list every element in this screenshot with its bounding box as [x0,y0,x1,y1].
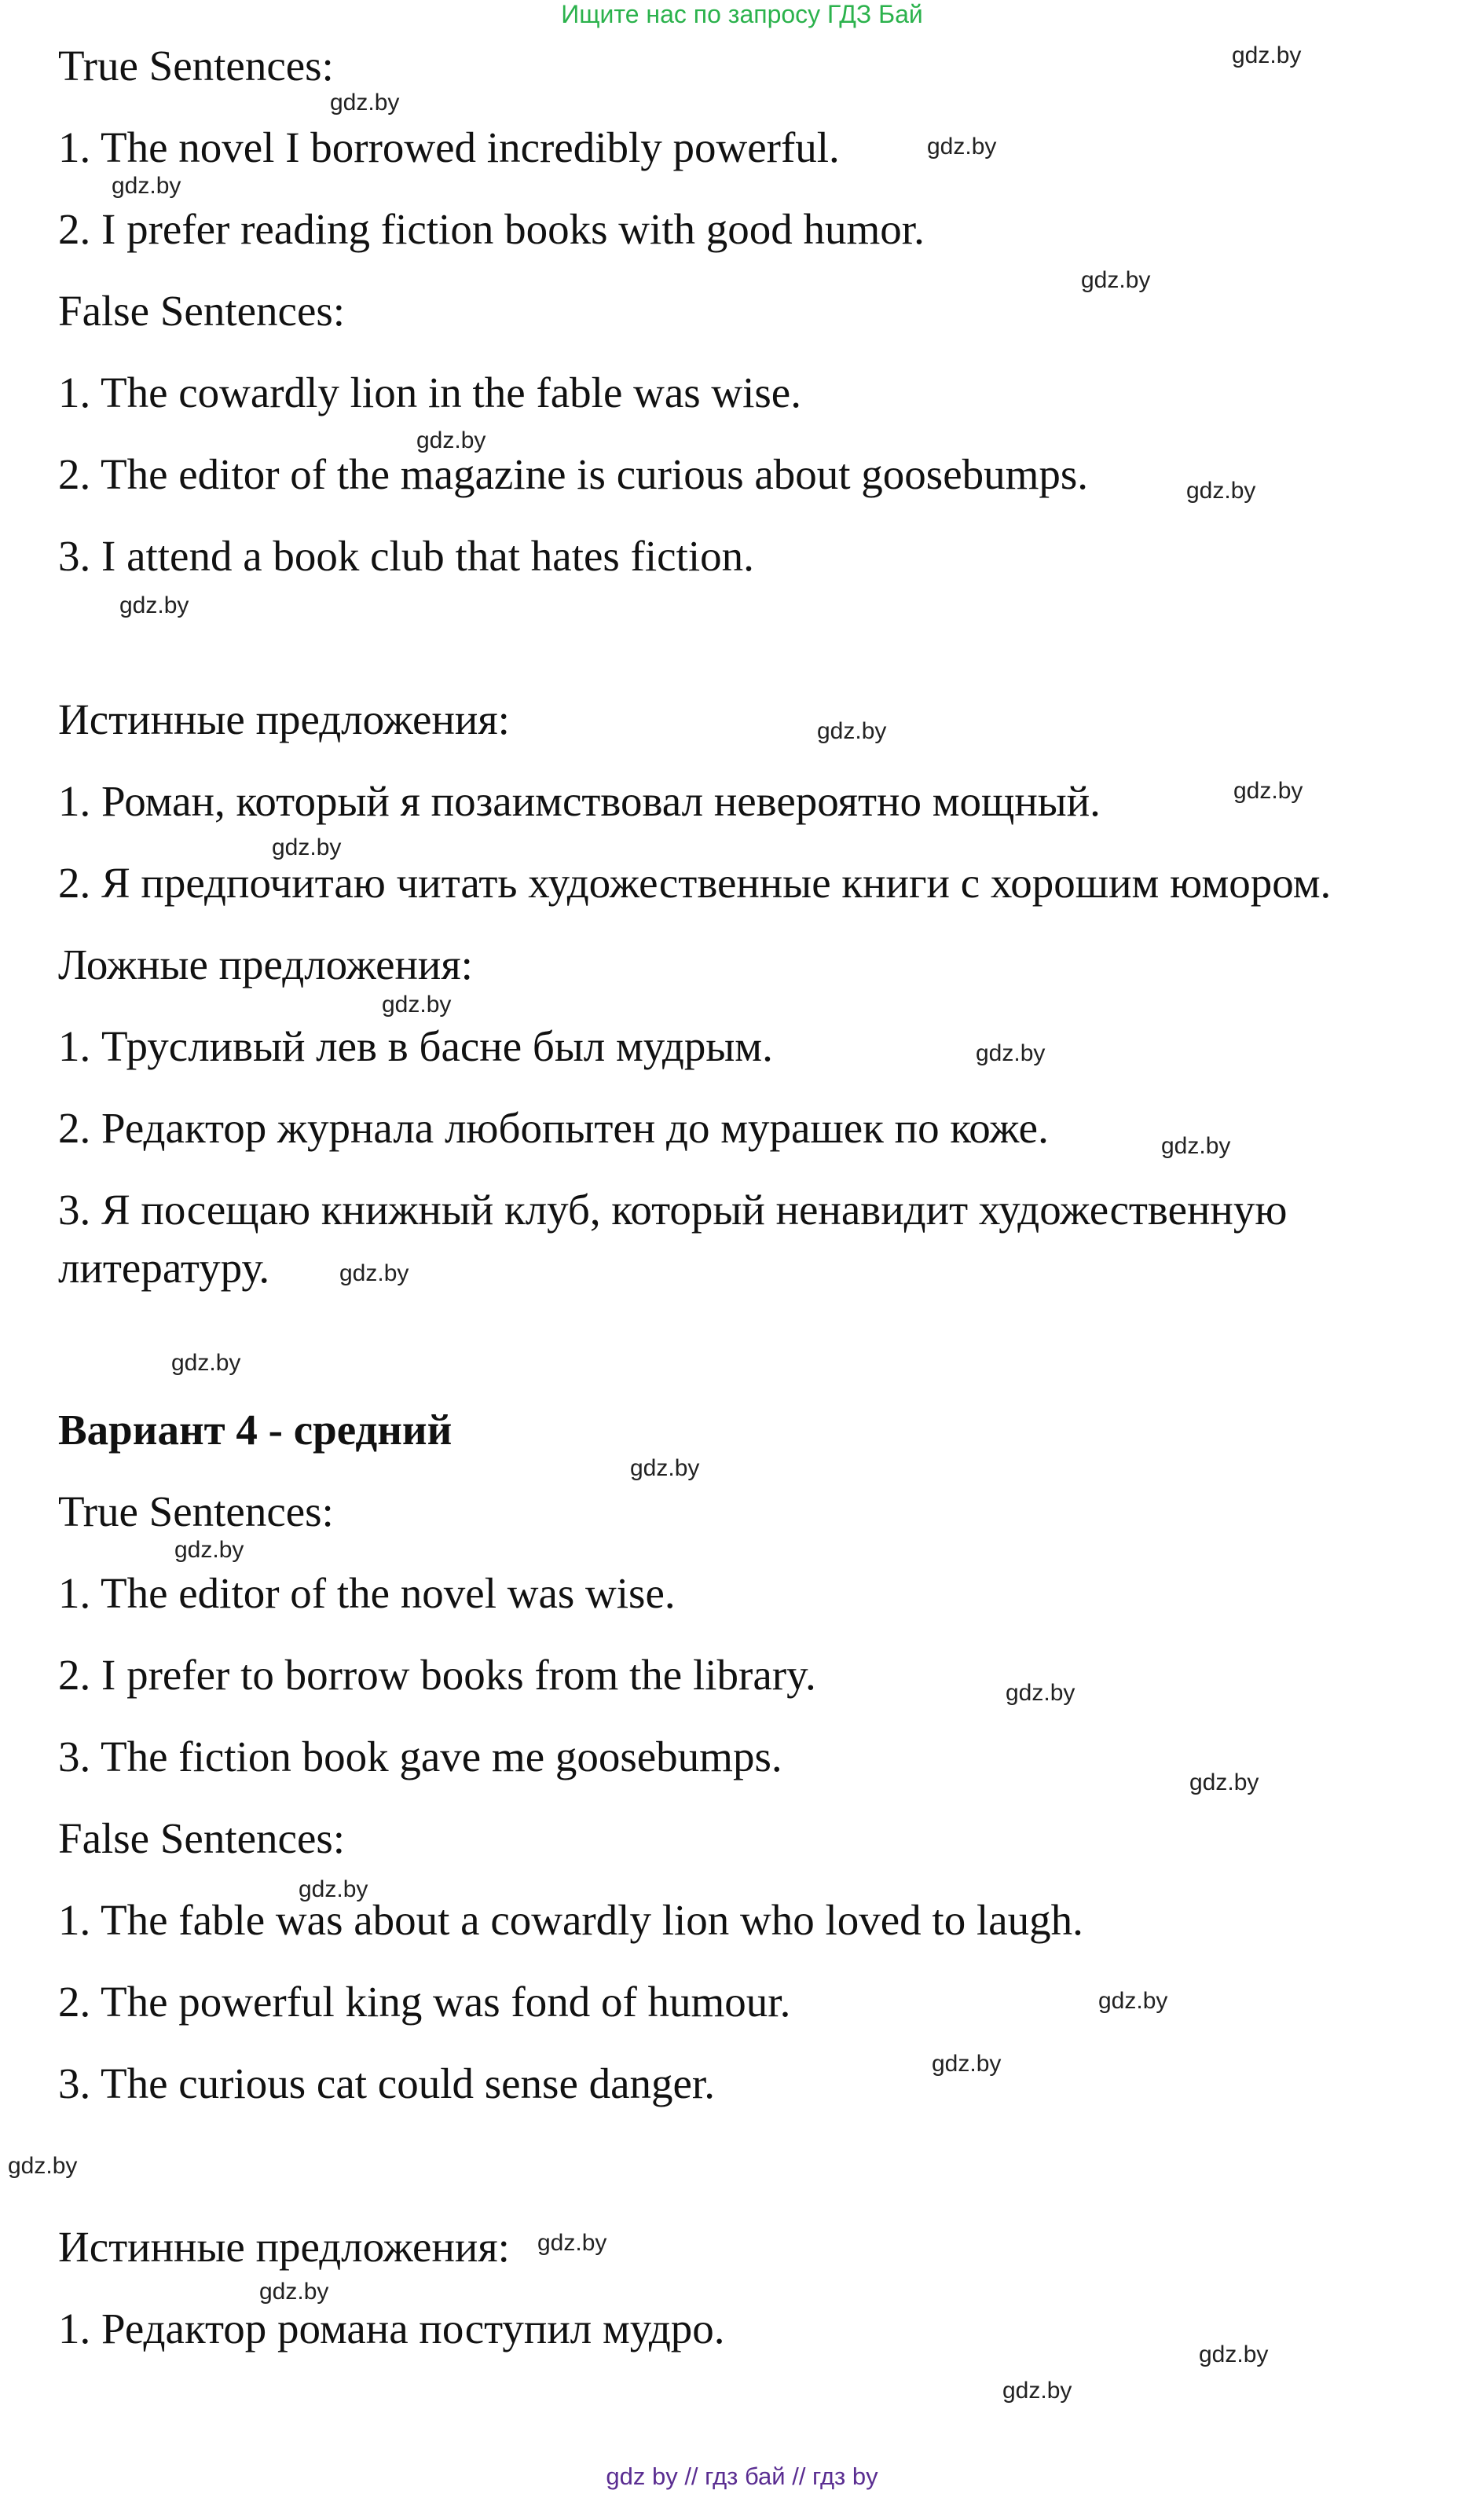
text-line: 2. The editor of the magazine is curious about goosebumps. [58,450,1089,498]
watermark: gdz.by [1186,478,1256,504]
site-banner[interactable]: Ищите нас по запросу ГДЗ Бай [561,0,923,28]
watermark: gdz.by [299,1876,368,1902]
watermark: gdz.by [330,90,400,116]
watermark: gdz.by [1098,1988,1168,2014]
text-line: 1. Роман, который я позаимствовал невероятно мощный. [58,777,1101,825]
text-line: 2. I prefer reading fiction books with good humor. [58,205,925,253]
watermark: gdz.by [1199,2341,1269,2367]
variant-heading: Вариант 4 - средний [58,1406,453,1454]
watermark: gdz.by [932,2051,1002,2077]
section-heading-false-sentences-ru: Ложные предложения: [58,941,473,988]
watermark: gdz.by [1002,2378,1072,2404]
watermark: gdz.by [1081,267,1151,293]
section-heading-true-sentences-ru: Истинные предложения: [58,695,510,743]
watermark: gdz.by [416,427,486,453]
watermark: gdz.by [537,2230,607,2256]
section-heading-true-sentences-ru: Истинные предложения: [58,2223,510,2271]
watermark: gdz.by [171,1350,241,1376]
watermark: gdz.by [927,134,997,160]
text-line: 1. Трусливый лев в басне был мудрым. [58,1022,773,1070]
text-line: 3. Я посещаю книжный клуб, который ненавидит художественную [58,1186,1288,1234]
text-line: 2. I prefer to borrow books from the library. [58,1651,816,1699]
watermark: gdz.by [8,2153,78,2179]
text-line: 1. Редактор романа поступил мудро. [58,2305,725,2352]
watermark: gdz.by [817,718,887,744]
watermark: gdz.by [976,1040,1046,1066]
text-line: 1. The cowardly lion in the fable was wise. [58,369,801,416]
section-heading-true-sentences: True Sentences: [58,1487,334,1535]
text-line: 3. The fiction book gave me goosebumps. [58,1733,782,1780]
watermark: gdz.by [174,1537,244,1563]
section-heading-false-sentences: False Sentences: [58,287,346,335]
watermark: gdz.by [1189,1769,1259,1795]
text-line: 2. Я предпочитаю читать художественные книги с хорошим юмором. [58,859,1332,907]
text-line: 3. I attend a book club that hates fiction. [58,532,754,580]
text-line: 1. The novel I borrowed incredibly powerful. [58,123,840,171]
footer-links[interactable]: gdz by // гдз бай // гдз by [606,2462,878,2490]
text-line: 1. The fable was about a cowardly lion who loved to laugh. [58,1896,1083,1944]
text-line: литературу. [58,1244,270,1292]
watermark: gdz.by [119,592,189,618]
watermark: gdz.by [272,834,342,860]
watermark: gdz.by [1233,778,1303,804]
section-heading-true-sentences: True Sentences: [58,42,334,90]
watermark: gdz.by [1161,1133,1231,1159]
text-line: 2. The powerful king was fond of humour. [58,1978,791,2026]
section-heading-false-sentences: False Sentences: [58,1814,346,1862]
watermark: gdz.by [112,173,181,199]
watermark: gdz.by [259,2279,329,2305]
watermark: gdz.by [1006,1680,1075,1706]
text-line: 3. The curious cat could sense danger. [58,2059,715,2107]
watermark: gdz.by [1232,42,1302,68]
text-line: 2. Редактор журнала любопытен до мурашек по коже. [58,1104,1049,1152]
watermark: gdz.by [339,1260,409,1286]
watermark: gdz.by [382,992,452,1018]
watermark: gdz.by [630,1455,700,1481]
text-line: 1. The editor of the novel was wise. [58,1569,676,1617]
